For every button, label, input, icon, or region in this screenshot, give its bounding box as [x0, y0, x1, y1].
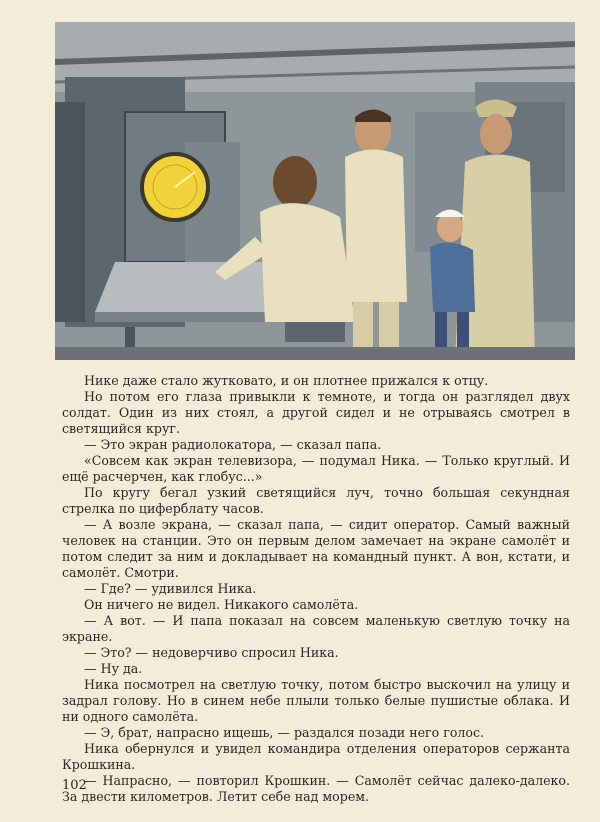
paragraph: По кругу бегал узкий светящийся луч, точно большая секундная стрелка по циферблату часов. [62, 485, 570, 516]
paragraph: «Совсем как экран телевизора, — подумал Ника. — Только круглый. И ещё расчерчен, как глобус...» [62, 453, 570, 484]
paragraph: Но потом его глаза привыкли к темноте, и тогда он разглядел двух солдат. Один из них стоял, а другой сидел и не отрываясь смотрел в светящийся круг. [62, 389, 570, 436]
paragraph: — Э, брат, напрасно ищешь, — раздался позади него голос. [84, 725, 485, 740]
paragraph: — А возле экрана, — сказал папа, — сидит оператор. Самый важный человек на станции. Это он первым делом замечает на экране самолёт и потом следит за ним и докладывает на командный пункт. А вон, кстати, и самолёт. Смотри. [62, 517, 570, 580]
paragraph: — Где? — удивился Ника. [84, 581, 257, 596]
page-number: 102 [62, 778, 87, 793]
paragraph: — Это экран радиолокатора, — сказал папа. [84, 437, 382, 452]
paragraph: Он ничего не видел. Никакого самолёта. [84, 597, 359, 612]
paragraph: — Это? — недоверчиво спросил Ника. [84, 645, 339, 660]
paragraph: Нике даже стало жутковато, и он плотнее прижался к отцу. [84, 373, 489, 388]
paragraph: — А вот. — И папа показал на совсем маленькую светлую точку на экране. [62, 613, 570, 644]
paragraph: — Ну да. [84, 661, 143, 676]
illustration-radar-room [55, 22, 575, 360]
paragraph: — Напрасно, — повторил Крошкин. — Самолёт сейчас далеко-далеко. За двести километров. Летит себе над морем. [62, 773, 570, 804]
paragraph: Ника обернулся и увидел командира отделения операторов сержанта Крошкина. [62, 741, 570, 772]
story-text [62, 373, 570, 805]
paragraph: Ника посмотрел на светлую точку, потом быстро выскочил на улицу и задрал голову. Но в синем небе плыли только белые пушистые облака. И ни одного самолёта. [62, 677, 570, 724]
